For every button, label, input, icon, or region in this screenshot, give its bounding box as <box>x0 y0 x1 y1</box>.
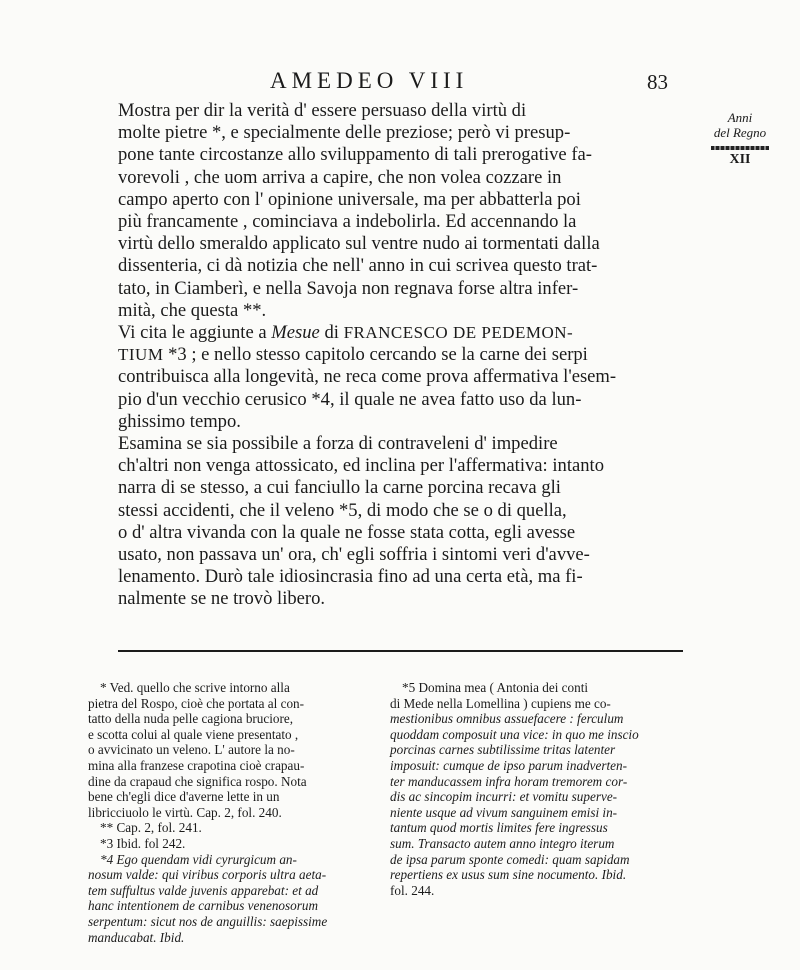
footnote-line: tatto della nuda pelle cagiona bruciore, <box>88 711 294 727</box>
footnote-line: niente usque ad vivum sanguinem emisi in- <box>390 804 618 820</box>
text-line: o d' altra vivanda con la quale ne fosse stata cotta, egli avesse <box>118 521 576 543</box>
text-line: nalmente se ne trovò libero. <box>118 588 326 610</box>
footnote-line: ** Cap. 2, fol. 241. <box>100 820 202 836</box>
footnotes-right-column <box>390 680 682 898</box>
footnote-line: sum. Transacto autem anno integro iterum <box>390 835 615 851</box>
footnote-line: *5 Domina mea ( Antonia dei conti <box>402 680 589 695</box>
footnote-line: tem suffultus valde juvenis apparebat: et ad <box>88 882 319 898</box>
paragraph-2 <box>118 322 680 433</box>
footnote-line: quoddam composuit una vice: in quo me inscio <box>390 726 639 742</box>
footnote-line: bene ch'egli dice d'averne lette in un <box>88 789 280 805</box>
footnote-line: hanc intentionem de carnibus venenosorum <box>88 898 319 914</box>
book-title-mesue: Mesue <box>271 322 320 344</box>
footnote-line: dine da crapaud che significa rospo. Nota <box>88 773 307 789</box>
text-line: lenamento. Durò tale idiosincrasia fino ad una certa età, ma fi- <box>118 566 583 588</box>
margin-note-year: XII <box>729 152 751 167</box>
text-line: usato, non passava un' ora, ch' egli soffria i sintomi veri d'avve- <box>118 544 590 566</box>
text-line <box>118 322 680 344</box>
paragraph-3 <box>118 433 680 611</box>
footnote-line: o avvicinato un veleno. L' autore la no- <box>88 742 295 758</box>
footnote-line: mina alla franzese crapotina cioè crapau- <box>88 757 305 773</box>
text-line: pone tante circostanze allo sviluppamento di tali prerogative fa- <box>118 144 592 166</box>
text-line: mità, che questa **. <box>118 299 267 321</box>
author-name-cont: TIUM <box>118 345 164 365</box>
text-line: campo aperto con l' opinione universale, ma per abbatterla poi <box>118 188 581 210</box>
author-name: FRANCESCO DE PEDEMON- <box>343 323 574 343</box>
footnote-line: ter manducassem infra horam tremorem cor- <box>390 773 628 789</box>
text-line: virtù dello smeraldo applicato sul ventre nudo ai tormentati dalla <box>118 233 600 255</box>
text-run: di <box>319 322 344 344</box>
text-line: vorevoli , che uom arriva a capire, che non volea cozzare in <box>118 166 562 188</box>
footnote-line: libricciuolo le virtù. Cap. 2, fol. 240. <box>88 804 282 820</box>
page-number: 83 <box>647 70 668 94</box>
margin-ornament-rule <box>711 146 769 150</box>
text-line: Esamina se sia possibile a forza di contraveleni d' impedire <box>118 433 558 455</box>
footnote-line: porcinas carnes subtilissime tritas latenter <box>390 742 616 758</box>
text-line <box>118 344 680 366</box>
footnote-line: fol. 244. <box>390 882 435 898</box>
footnote-line: *4 Ego quendam vidi cyrurgicum an- <box>100 851 297 867</box>
text-line: contribuisca alla longevità, ne reca come prova affermativa l'esem- <box>118 366 617 388</box>
footnote-line: tantum quod mortis limites fere ingressus <box>390 820 608 836</box>
margin-note-line1: Anni <box>727 110 753 125</box>
footnote-line: nosum valde: qui viribus corporis ultra aeta- <box>88 867 327 883</box>
footnote-line: imposuit: cumque de ipso parum inadverten- <box>390 757 627 773</box>
footnote-line: e scotta colui al quale viene presentato , <box>88 726 299 742</box>
footnote-line: mestionibus omnibus assuefacere : ferculum <box>390 711 624 727</box>
paragraph-1 <box>118 100 680 322</box>
footnote-line: di Mede nella Lomellina ) cupiens me co- <box>390 695 611 711</box>
footnote-line: * Ved. quello che scrive intorno alla <box>100 680 290 695</box>
text-line: pio d'un vecchio cerusico *4, il quale ne avea fatto uso da lun- <box>118 388 582 410</box>
footnote-line: serpentum: sicut nos de anguillis: saepissime <box>88 913 328 929</box>
footnote-line: dis ac sincopim incurri: et vomitu superve- <box>390 789 618 805</box>
text-line: più francamente , cominciava a indebolirla. Ed accennando la <box>118 211 577 233</box>
margin-note-line2: del Regno <box>713 125 767 140</box>
footnote-line: manducabat. Ibid. <box>88 929 185 945</box>
text-line: tato, in Ciamberì, e nella Savoja non regnava forse altra infer- <box>118 277 579 299</box>
text-line: ghissimo tempo. <box>118 410 241 432</box>
footnote-line: *3 Ibid. fol 242. <box>100 835 186 851</box>
text-line: Mostra per dir la verità d' essere persuaso della virtù di <box>118 100 527 121</box>
text-line: molte pietre *, e specialmente delle preziose; però vi presup- <box>118 122 571 144</box>
footnote-divider <box>118 650 683 652</box>
footnote-line: repertiens ex usus sum sine nocumento. Ibid. <box>390 867 627 883</box>
footnotes-left-column <box>88 680 368 945</box>
text-line: dissenteria, ci dà notizia che nell' anno in cui scrivea questo trat- <box>118 255 598 277</box>
footnote-line: pietra del Rospo, cioè che portata al con- <box>88 695 305 711</box>
text-line: narra di se stesso, a cui fanciullo la carne porcina recava gli <box>118 477 561 499</box>
body-text <box>118 100 680 611</box>
text-run: Vi cita le aggiunte a <box>118 322 272 344</box>
text-run: *3 ; e nello stesso capitolo cercando se la carne dei serpi <box>163 344 588 366</box>
footnote-line: de ipsa parum sponte comedi: quam sapidam <box>390 851 630 867</box>
running-head-title: AMEDEO VIII <box>270 68 469 93</box>
text-line: stessi accidenti, che il veleno *5, di modo che se o di quella, <box>118 499 567 521</box>
text-line: ch'altri non venga attossicato, ed inclina per l'affermativa: intanto <box>118 455 605 477</box>
margin-note <box>700 110 780 167</box>
